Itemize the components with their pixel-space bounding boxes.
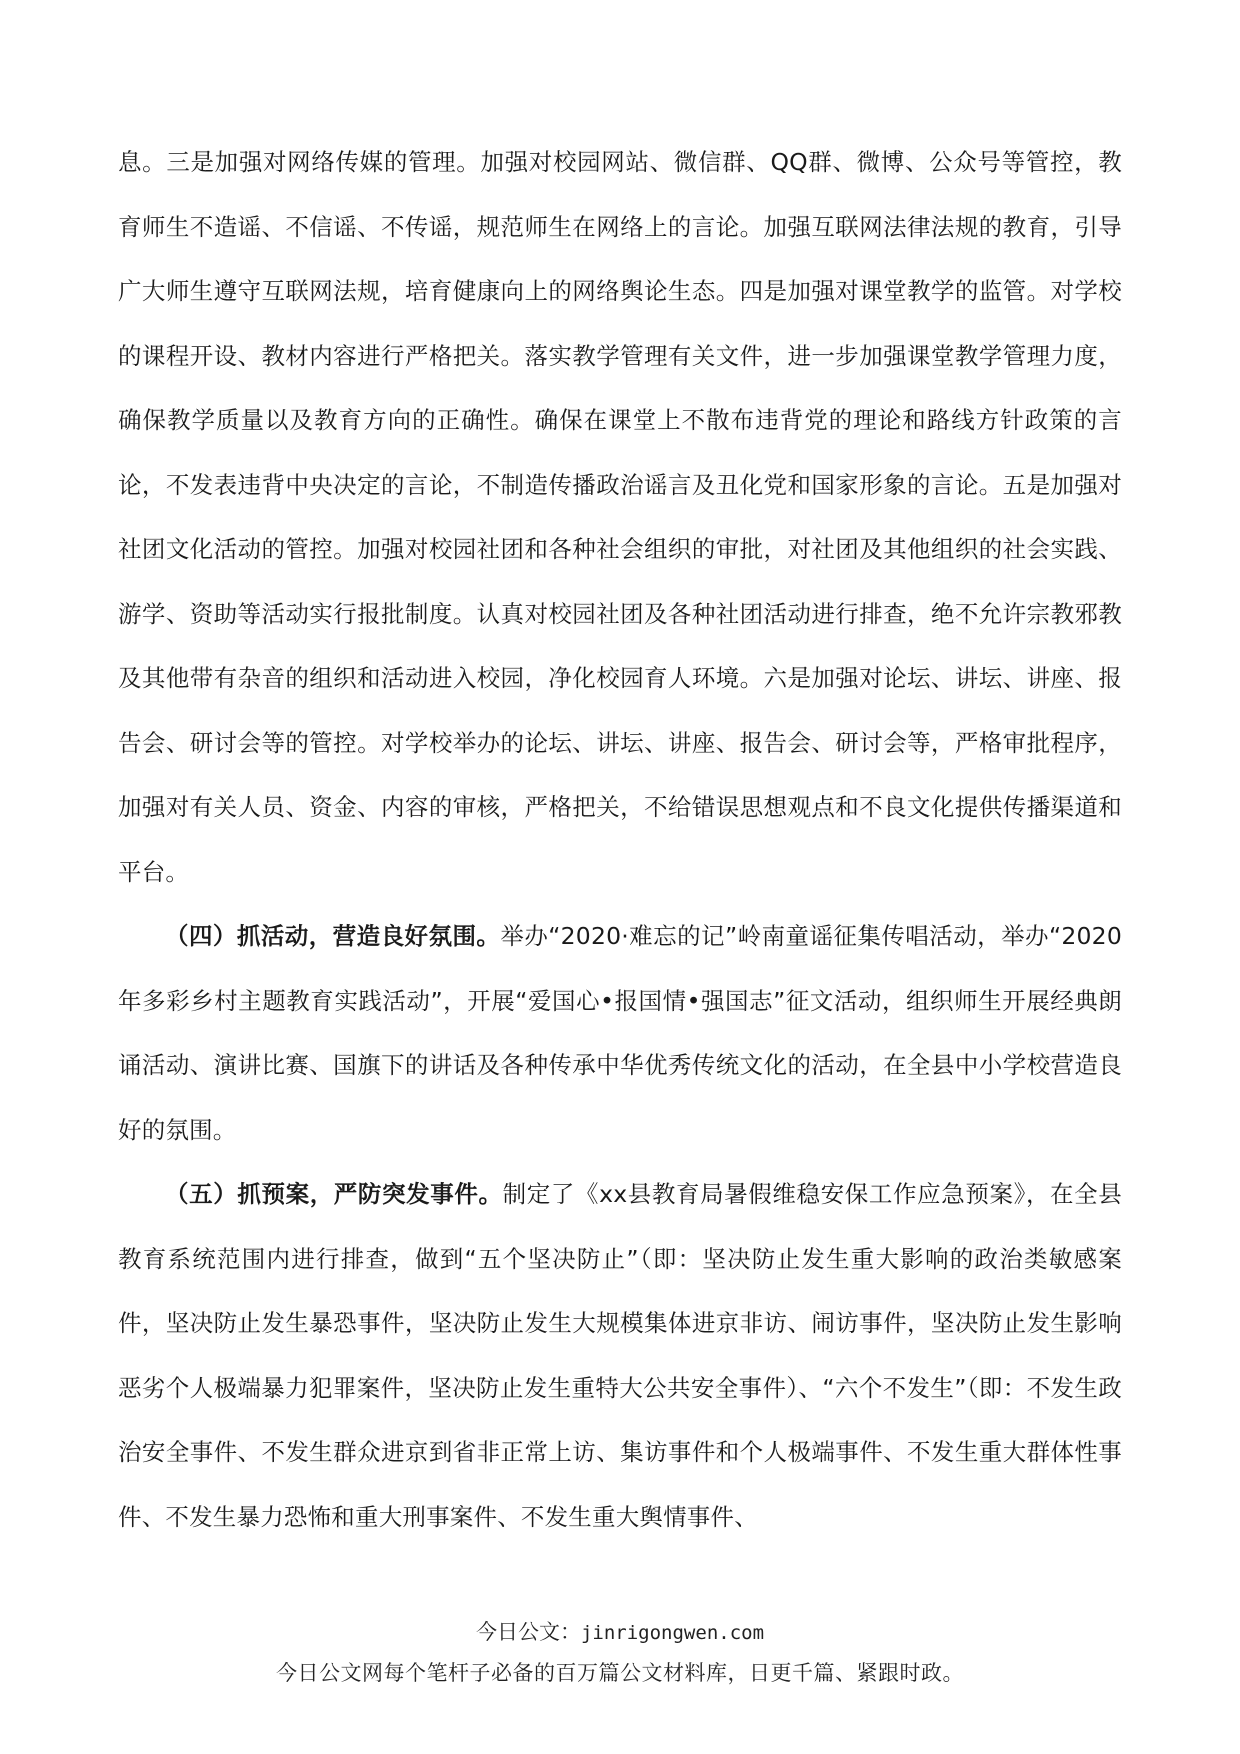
paragraph-section-4 xyxy=(118,904,1122,1162)
paragraph-text: 制定了《xx县教育局暑假维稳安保工作应急预案》，在全县教育系统范围内进行排查，做到“五个坚决防止”（即：坚决防止发生重大影响的政治类敏感案件，坚决防止发生暴恐事件，坚决防止发生大规模集体进京非访、闹访事件，坚决防止发生影响恶劣个人极端暴力犯罪案件，坚决防止发生重特大公共安全事件）、“六个不发生”（即：不发生政治安全事件、不发生群众进京到省非正常上访、集访事件和个人极端事件、不发生重大群体性事件、不发生暴力恐怖和重大刑事案件、不发生重大舆情事件、 xyxy=(118,1180,1122,1531)
section-heading: （五）抓预案，严防突发事件。 xyxy=(165,1180,503,1208)
footer-slogan: 今日公文网每个笔杆子必备的百万篇公文材料库，日更千篇、紧跟时政。 xyxy=(276,1661,964,1685)
paragraph-text: 息。三是加强对网络传媒的管理。加强对校园网站、微信群、QQ群、微博、公众号等管控，教育师生不造谣、不信谣、不传谣，规范师生在网络上的言论。加强互联网法律法规的教育，引导广大师生遵守互联网法规，培育健康向上的网络舆论生态。四是加强对课堂教学的监管。对学校的课程开设、教材内容进行严格把关。落实教学管理有关文件，进一步加强课堂教学管理力度，确保教学质量以及教育方向的正确性。确保在课堂上不散布违背党的理论和路线方针政策的言论，不发表违背中央决定的言论，不制造传播政治谣言及丑化党和国家形象的言论。五是加强对社团文化活动的管控。加强对校园社团和各种社会组织的审批，对社团及其他组织的社会实践、游学、资助等活动实行报批制度。认真对校园社团及各种社团活动进行排查，绝不允许宗教邪教及其他带有杂音的组织和活动进入校园，净化校园育人环境。六是加强对论坛、讲坛、讲座、报告会、研讨会等的管控。对学校举办的论坛、讲坛、讲座、报告会、研讨会等，严格审批程序，加强对有关人员、资金、内容的审核，严格把关，不给错误思想观点和不良文化提供传播渠道和平台。 xyxy=(118,148,1122,886)
document-body xyxy=(118,130,1122,1549)
footer-site-url[interactable]: jinrigongwen.com xyxy=(580,1622,765,1644)
paragraph-continuation xyxy=(118,130,1122,904)
section-heading: （四）抓活动，营造良好氛围。 xyxy=(165,922,501,950)
paragraph-text: 举办“2020·难忘的记”岭南童谣征集传唱活动，举办“2020年多彩乡村主题教育实践活动”，开展“爱国心•报国情•强国志”征文活动，组织师生开展经典朗诵活动、演讲比赛、国旗下的讲话及各种传承中华优秀传统文化的活动，在全县中小学校营造良好的氛围。 xyxy=(118,922,1122,1144)
footer-site-line xyxy=(0,1616,1240,1646)
footer-site-label: 今日公文： xyxy=(475,1620,581,1644)
paragraph-section-5 xyxy=(118,1162,1122,1549)
